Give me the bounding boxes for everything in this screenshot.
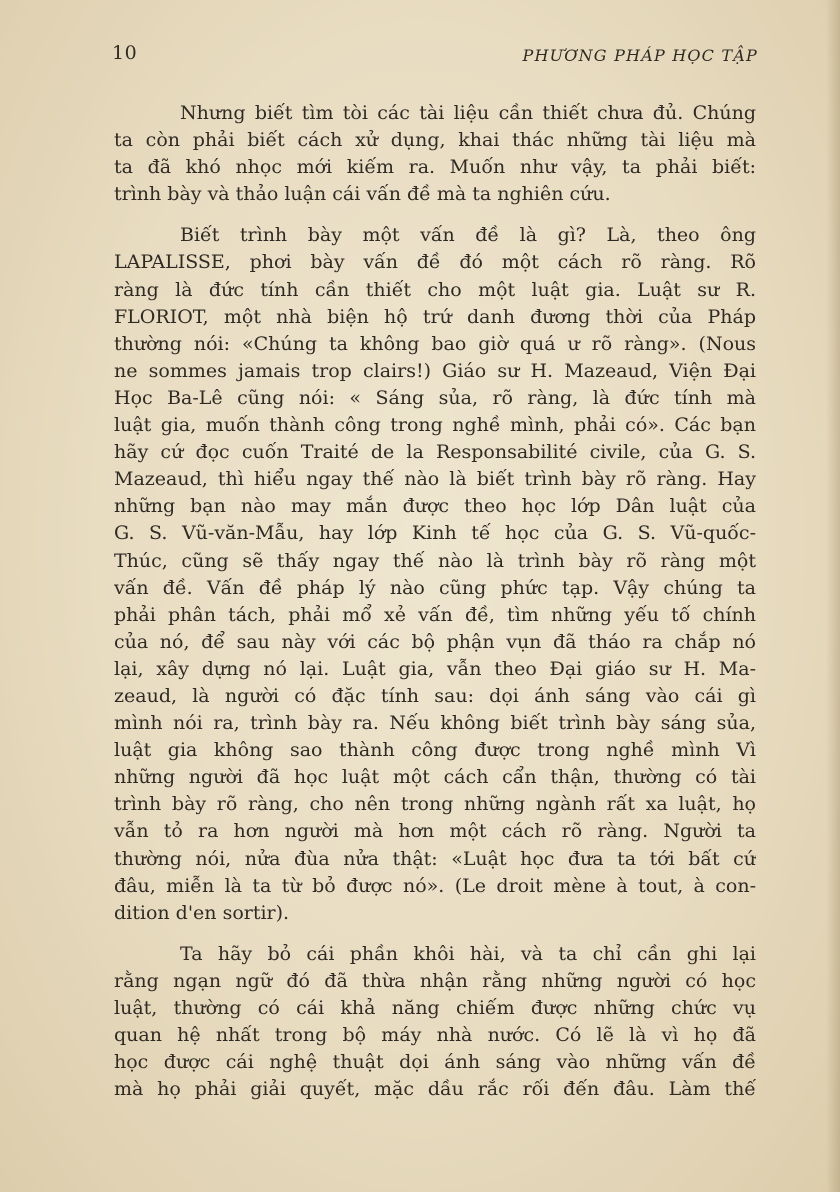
text-line: ta đã khó nhọc mới kiếm ra. Muốn như vậy, ta phải biết: [114, 156, 756, 179]
text-line: luật, thường có cái khả năng chiếm được những chức vụ [114, 997, 756, 1019]
text-line: những người đã học luật một cách cẩn thận, thường có tài [114, 766, 756, 789]
text-line: vẫn tỏ ra hơn người mà hơn một cách rõ ràng. Người ta [114, 820, 756, 843]
text-line: lại, xây dựng nó lại. Luật gia, vẫn theo Đại giáo sư H. Ma- [114, 657, 756, 680]
body-text [114, 100, 756, 1117]
text-line: học được cái nghệ thuật dọi ánh sáng vào những vấn đề [114, 1051, 756, 1074]
text-line: Ta hãy bỏ cái phần khôi hài, và ta chỉ cần ghi lại [180, 942, 756, 965]
text-line: Thúc, cũng sẽ thấy ngay thế nào là trình bày rõ ràng một [114, 549, 756, 572]
paragraph-1 [114, 100, 756, 208]
text-line: đâu, miễn là ta từ bỏ được nó». (Le droit mène à tout, à con- [114, 874, 756, 897]
text-line: luật gia, muốn thành công trong nghề mình, phải có». Các bạn [114, 414, 756, 437]
text-line: Học Ba-Lê cũng nói: « Sáng sủa, rõ ràng, là đức tính mà [114, 386, 756, 409]
text-line: mình nói ra, trình bày ra. Nếu không biết trình bày sáng sủa, [114, 712, 756, 735]
paragraph-3 [114, 941, 756, 1104]
text-line: thường nói: «Chúng ta không bao giờ quá ư rõ ràng». (Nous [114, 332, 756, 355]
text-line: trình bày và thảo luận cái vấn đề mà ta nghiên cứu. [114, 183, 611, 206]
text-line: rằng ngạn ngữ đó đã thừa nhận rằng những người có học [114, 969, 756, 992]
text-line: luật gia không sao thành công được trong nghề mình Vì [114, 739, 756, 762]
text-line: Biết trình bày một vấn đề là gì? Là, theo ông [180, 224, 756, 247]
page-number: 10 [112, 42, 138, 64]
text-line: ne sommes jamais trop clairs!) Giáo sư H. Mazeaud, Viện Đại [114, 359, 756, 382]
text-line: những bạn nào may mắn được theo học lớp Dân luật của [114, 495, 756, 518]
running-head: PHƯƠNG PHÁP HỌC TẬP [522, 46, 758, 65]
text-line: hãy cứ đọc cuốn Traité de la Responsabilité civile, của G. S. [114, 441, 756, 464]
text-line: vấn đề. Vấn đề pháp lý nào cũng phức tạp. Vậy chúng ta [114, 576, 756, 599]
text-line: Nhưng biết tìm tòi các tài liệu cần thiết chưa đủ. Chúng [180, 102, 756, 124]
text-line: trình bày rõ ràng, cho nên trong những ngành rất xa luật, họ [114, 793, 756, 816]
text-line: ràng là đức tính cần thiết cho một luật gia. Luật sư R. [114, 278, 756, 301]
text-line: FLORIOT, một nhà biện hộ trứ danh đương thời của Pháp [114, 305, 756, 328]
paragraph-2 [114, 222, 756, 926]
text-line: phải phân tách, phải mổ xẻ vấn đề, tìm những yếu tố chính [114, 603, 756, 626]
text-line: Mazeaud, thì hiểu ngay thế nào là biết trình bày rõ ràng. Hay [114, 468, 756, 491]
text-line: thường nói, nửa đùa nửa thật: «Luật học đưa ta tới bất cứ [114, 847, 756, 870]
text-line: quan hệ nhất trong bộ máy nhà nước. Có lẽ là vì họ đã [114, 1024, 756, 1047]
text-line: của nó, để sau này với các bộ phận vụn đã tháo ra chắp nó [114, 630, 756, 653]
text-line: ta còn phải biết cách xử dụng, khai thác những tài liệu mà [114, 129, 756, 152]
text-line: G. S. Vũ-văn-Mẫu, hay lớp Kinh tế học của G. S. Vũ-quốc- [114, 522, 756, 545]
text-line: mà họ phải giải quyết, mặc dầu rắc rối đến đâu. Làm thế [114, 1078, 756, 1101]
text-line: zeaud, là người có đặc tính sau: dọi ánh sáng vào cái gì [114, 684, 756, 707]
text-line: dition d'en sortir). [114, 901, 290, 924]
text-line: LAPALISSE, phơi bày vấn đề đó một cách rõ ràng. Rõ [114, 251, 756, 274]
